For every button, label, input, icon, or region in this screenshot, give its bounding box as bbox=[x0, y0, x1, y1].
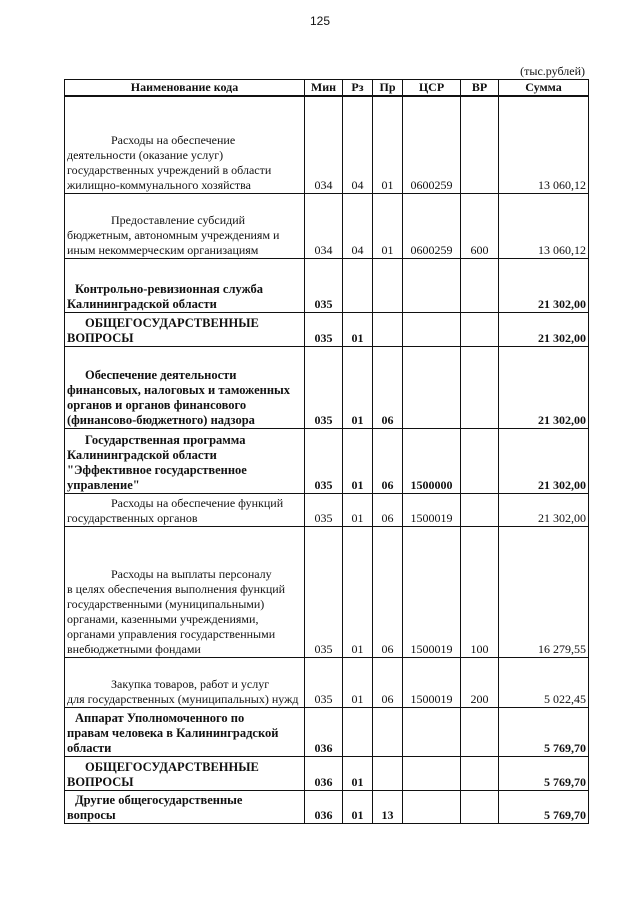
row-vr bbox=[461, 707, 499, 756]
row-min: 035 bbox=[305, 657, 343, 707]
row-min: 034 bbox=[305, 96, 343, 193]
row-vr: 100 bbox=[461, 526, 499, 657]
row-csr bbox=[403, 346, 461, 428]
row-csr bbox=[403, 258, 461, 312]
row-csr bbox=[403, 756, 461, 790]
row-name: Контрольно-ревизионная служба Калининградской области bbox=[65, 258, 305, 312]
row-rz: 04 bbox=[343, 193, 373, 258]
row-sum: 21 302,00 bbox=[499, 346, 589, 428]
row-vr: 600 bbox=[461, 193, 499, 258]
row-sum: 21 302,00 bbox=[499, 312, 589, 346]
col-header-name: Наименование кода bbox=[65, 80, 305, 97]
row-pr bbox=[373, 312, 403, 346]
budget-table bbox=[64, 79, 589, 824]
table-row bbox=[65, 790, 589, 823]
table-row bbox=[65, 312, 589, 346]
row-csr bbox=[403, 707, 461, 756]
row-vr bbox=[461, 790, 499, 823]
table-row bbox=[65, 707, 589, 756]
row-min: 035 bbox=[305, 312, 343, 346]
row-sum: 5 769,70 bbox=[499, 756, 589, 790]
row-sum: 21 302,00 bbox=[499, 493, 589, 526]
row-name: Закупка товаров, работ и услуг для государственных (муниципальных) нужд bbox=[65, 657, 305, 707]
col-header-csr: ЦСР bbox=[403, 80, 461, 97]
row-name: Другие общегосударственные вопросы bbox=[65, 790, 305, 823]
row-min: 035 bbox=[305, 428, 343, 493]
row-name: Расходы на выплаты персоналу в целях обеспечения выполнения функций государственными (муниципальными) органами, казенными учреждениями, органами управления государственными внебюджетными фондами bbox=[65, 526, 305, 657]
row-pr: 06 bbox=[373, 526, 403, 657]
units-label: (тыс.рублей) bbox=[520, 64, 585, 78]
table-row bbox=[65, 96, 589, 193]
row-name: ОБЩЕГОСУДАРСТВЕННЫЕ ВОПРОСЫ bbox=[65, 756, 305, 790]
row-vr bbox=[461, 258, 499, 312]
row-pr: 01 bbox=[373, 96, 403, 193]
table-row bbox=[65, 493, 589, 526]
row-rz: 01 bbox=[343, 346, 373, 428]
col-header-rz: Рз bbox=[343, 80, 373, 97]
row-rz bbox=[343, 258, 373, 312]
page-number: 125 bbox=[309, 14, 331, 28]
row-rz bbox=[343, 707, 373, 756]
table-row bbox=[65, 258, 589, 312]
row-name: Расходы на обеспечение деятельности (оказание услуг) государственных учреждений в области жилищно-коммунального хозяйства bbox=[65, 96, 305, 193]
row-rz: 04 bbox=[343, 96, 373, 193]
table-header-row bbox=[65, 80, 589, 97]
row-csr: 1500000 bbox=[403, 428, 461, 493]
row-rz: 01 bbox=[343, 428, 373, 493]
row-sum: 16 279,55 bbox=[499, 526, 589, 657]
row-csr bbox=[403, 790, 461, 823]
row-csr: 1500019 bbox=[403, 657, 461, 707]
row-csr: 0600259 bbox=[403, 193, 461, 258]
row-sum: 13 060,12 bbox=[499, 96, 589, 193]
row-pr: 06 bbox=[373, 346, 403, 428]
row-name: Государственная программа Калининградской области "Эффективное государственное управление" bbox=[65, 428, 305, 493]
row-name: Расходы на обеспечение функций государственных органов bbox=[65, 493, 305, 526]
row-sum: 5 769,70 bbox=[499, 790, 589, 823]
row-name: ОБЩЕГОСУДАРСТВЕННЫЕ ВОПРОСЫ bbox=[65, 312, 305, 346]
row-min: 036 bbox=[305, 756, 343, 790]
table-row bbox=[65, 193, 589, 258]
row-name: Аппарат Уполномоченного по правам человека в Калининградской области bbox=[65, 707, 305, 756]
row-sum: 5 769,70 bbox=[499, 707, 589, 756]
row-pr bbox=[373, 707, 403, 756]
row-vr bbox=[461, 312, 499, 346]
table-row bbox=[65, 756, 589, 790]
row-name: Обеспечение деятельности финансовых, налоговых и таможенных органов и органов финансового (финансово-бюджетного) надзора bbox=[65, 346, 305, 428]
row-csr: 1500019 bbox=[403, 526, 461, 657]
row-csr bbox=[403, 312, 461, 346]
row-name: Предоставление субсидий бюджетным, автономным учреждениям и иным некоммерческим организациям bbox=[65, 193, 305, 258]
row-rz: 01 bbox=[343, 756, 373, 790]
row-pr: 13 bbox=[373, 790, 403, 823]
row-min: 035 bbox=[305, 526, 343, 657]
row-pr bbox=[373, 258, 403, 312]
row-min: 034 bbox=[305, 193, 343, 258]
row-csr: 0600259 bbox=[403, 96, 461, 193]
row-csr: 1500019 bbox=[403, 493, 461, 526]
col-header-min: Мин bbox=[305, 80, 343, 97]
row-vr bbox=[461, 756, 499, 790]
row-rz: 01 bbox=[343, 526, 373, 657]
row-rz: 01 bbox=[343, 790, 373, 823]
row-vr bbox=[461, 428, 499, 493]
row-rz: 01 bbox=[343, 493, 373, 526]
row-min: 035 bbox=[305, 493, 343, 526]
row-vr: 200 bbox=[461, 657, 499, 707]
row-vr bbox=[461, 493, 499, 526]
row-pr bbox=[373, 756, 403, 790]
table-row bbox=[65, 526, 589, 657]
table-row bbox=[65, 428, 589, 493]
row-pr: 06 bbox=[373, 428, 403, 493]
row-sum: 13 060,12 bbox=[499, 193, 589, 258]
row-min: 036 bbox=[305, 707, 343, 756]
col-header-vr: ВР bbox=[461, 80, 499, 97]
row-min: 036 bbox=[305, 790, 343, 823]
row-vr bbox=[461, 96, 499, 193]
col-header-sum: Сумма bbox=[499, 80, 589, 97]
row-min: 035 bbox=[305, 346, 343, 428]
row-rz: 01 bbox=[343, 312, 373, 346]
row-vr bbox=[461, 346, 499, 428]
row-sum: 5 022,45 bbox=[499, 657, 589, 707]
row-sum: 21 302,00 bbox=[499, 428, 589, 493]
row-min: 035 bbox=[305, 258, 343, 312]
row-sum: 21 302,00 bbox=[499, 258, 589, 312]
table-row bbox=[65, 657, 589, 707]
row-pr: 06 bbox=[373, 493, 403, 526]
row-pr: 01 bbox=[373, 193, 403, 258]
col-header-pr: Пр bbox=[373, 80, 403, 97]
row-pr: 06 bbox=[373, 657, 403, 707]
table-row bbox=[65, 346, 589, 428]
row-rz: 01 bbox=[343, 657, 373, 707]
